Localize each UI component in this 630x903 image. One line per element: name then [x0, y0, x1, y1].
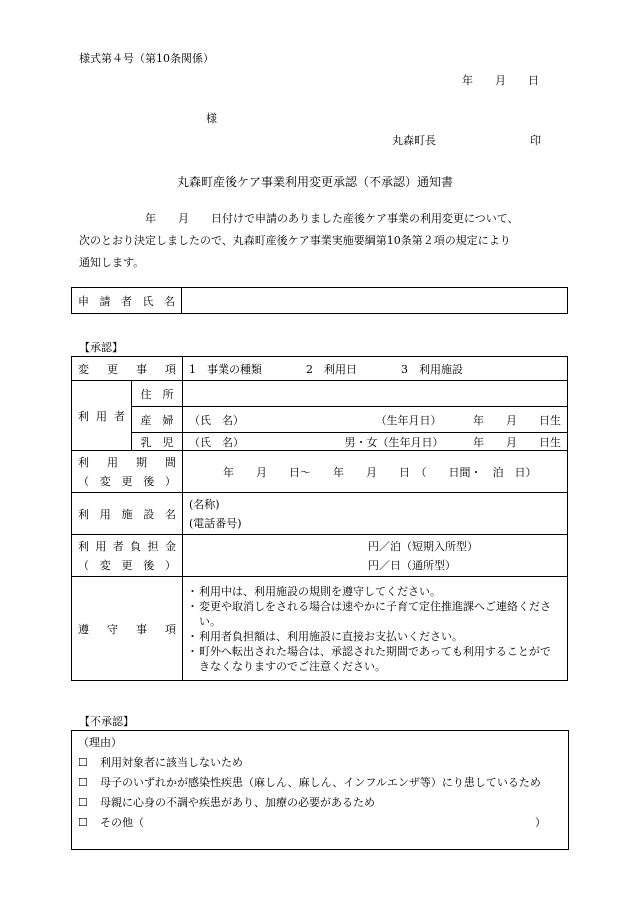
- disapproval-box: [71, 730, 569, 850]
- reason-row-other[interactable]: ☐ その他（ ）: [78, 813, 562, 833]
- infant-row[interactable]: （氏 名） 男・女（生年月日） 年 月 日生: [183, 433, 568, 451]
- reason-row[interactable]: ☐ 母子のいずれかが感染性疾患（麻しん、麻しん、インフルエンザ等）にり患しているため: [78, 773, 562, 793]
- rules-label: 遵 守 事 項: [72, 577, 183, 681]
- seal-mark: 印: [530, 134, 541, 147]
- date-blank: 年 月 日: [462, 74, 539, 87]
- rule-item: ・ 利用中は、利用施設の規則を遵守してください。: [189, 584, 561, 599]
- address-field[interactable]: [183, 381, 568, 407]
- body-line-1: 年 月 日付けで申請のありました産後ケア事業の利用変更について、: [145, 212, 519, 225]
- burden-field[interactable]: 円／泊（短期入所型） 円／日（通所型）: [183, 535, 568, 577]
- body-line-2: 次のとおり決定しましたので、丸森町産後ケア事業実施要綱第10条第２項の規定により: [79, 234, 511, 247]
- checkbox-icon[interactable]: ☐: [78, 816, 88, 829]
- change-items: 1 事業の種類 2 利用日 3 利用施設: [183, 357, 568, 381]
- infant-label: 乳 児: [132, 433, 183, 451]
- mother-label: 産 婦: [132, 407, 183, 433]
- applicant-name-field[interactable]: [182, 288, 568, 314]
- rule-item: ・ 利用者負担額は、利用施設に直接お支払いください。: [189, 629, 561, 644]
- reason-row[interactable]: ☐ 利用対象者に該当しないため: [78, 753, 562, 773]
- applicant-table: [71, 287, 568, 314]
- rule-item: ・ 変更や取消しをされる場合は速やかに子育て定住推進課へご連絡ください。: [189, 599, 561, 629]
- period-label: 利 用 期 間 （ 変 更 後 ）: [72, 451, 183, 493]
- approval-table: [71, 356, 568, 681]
- mother-row[interactable]: （氏 名） （生年月日） 年 月 日生: [183, 407, 568, 433]
- burden-label: 利 用 者 負 担 金 （ 変 更 後 ）: [72, 535, 183, 577]
- change-item-label: 変 更 事 項: [72, 357, 183, 381]
- rules-list: [183, 577, 568, 681]
- issuer: 丸森町長: [392, 134, 436, 147]
- addressee-suffix: 様: [206, 112, 217, 125]
- facility-field[interactable]: (名称) (電話番号): [183, 493, 568, 535]
- facility-label: 利 用 施 設 名: [72, 493, 183, 535]
- other-close-paren: ）: [535, 816, 546, 829]
- checkbox-icon[interactable]: ☐: [78, 796, 88, 809]
- rule-item: ・ 町外へ転出された場合は、承認された期間であっても利用することができなくなりますのでご注意ください。: [189, 644, 561, 674]
- document-title: 丸森町産後ケア事業利用変更承認（不承認）通知書: [176, 175, 453, 189]
- body-line-3: 通知します。: [79, 256, 145, 269]
- period-value[interactable]: 年 月 日～ 年 月 日 （ 日間・ 泊 日）: [183, 451, 568, 493]
- user-label: 利 用 者: [72, 381, 132, 451]
- reason-row[interactable]: ☐ 母親に心身の不調や疾患があり、加療の必要があるため: [78, 793, 562, 813]
- disapproval-heading: 【不承認】: [79, 715, 134, 728]
- approval-heading: 【承認】: [79, 341, 123, 354]
- checkbox-icon[interactable]: ☐: [78, 776, 88, 789]
- applicant-name-label: 申 請 者 氏 名: [72, 288, 182, 314]
- address-label: 住 所: [132, 381, 183, 407]
- reason-label: （理由）: [78, 736, 122, 749]
- checkbox-icon[interactable]: ☐: [78, 756, 88, 769]
- form-number: 様式第４号（第10条関係）: [79, 52, 214, 65]
